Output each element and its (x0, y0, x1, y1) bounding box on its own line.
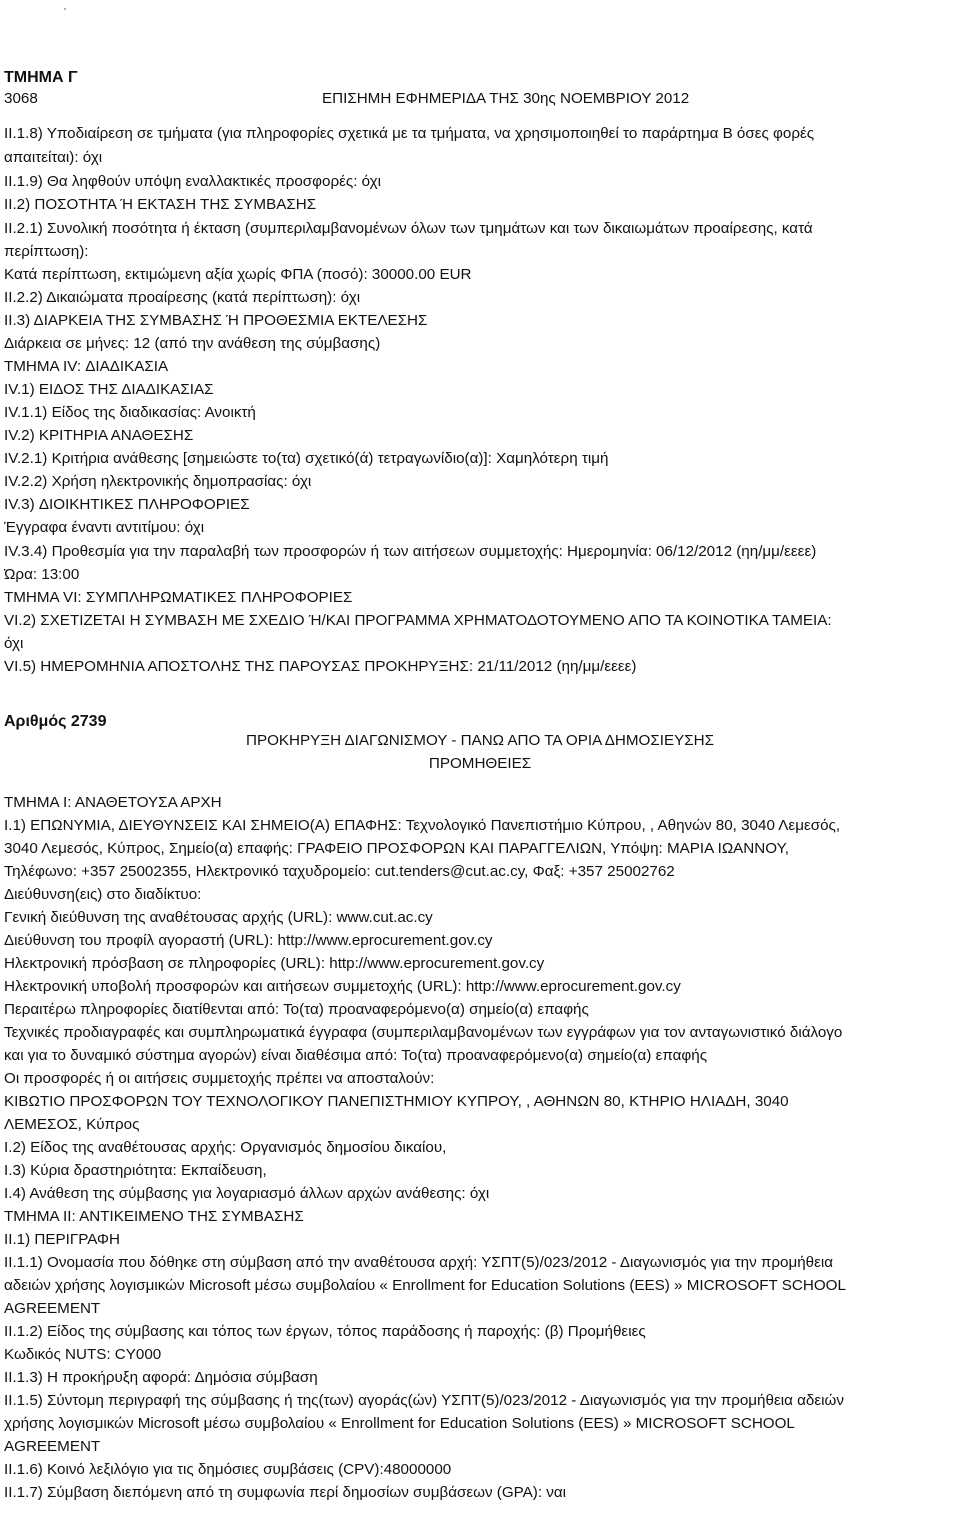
text-line: αδειών χρήσης λογισμικών Microsoft μέσω συμβολαίου « Enrollment for Education Solutions (EES) » MICROSOFT SCHOOL (4, 1277, 846, 1294)
notice-number: Αριθμός 2739 (4, 713, 107, 730)
text-line: IV.2.2) Χρήση ηλεκτρονικής δημοπρασίας: όχι (4, 473, 312, 490)
text-line: ΤΜΗΜΑ IV: ΔΙΑΔΙΚΑΣΙΑ (4, 358, 169, 375)
text-line: Ι.3) Κύρια δραστηριότητα: Εκπαίδευση, (4, 1162, 267, 1179)
text-line: VI.2) ΣΧΕΤΙΖΕΤΑΙ Η ΣΥΜΒΑΣΗ ΜΕ ΣΧΕΔΙΟ Ή/ΚΑΙ ΠΡΟΓΡΑΜΜΑ ΧΡΗΜΑΤΟΔΟΤΟΥΜΕΝΟ ΑΠΟ ΤΑ ΚΟΙΝΟΤΙΚΑ ΤΑΜΕΙΑ: (4, 612, 832, 629)
text-line: ΙΙ.2.1) Συνολική ποσότητα ή έκταση (συμπεριλαμβανομένων όλων των τμημάτων και των δικαιωμάτων προαίρεσης, κατά (4, 220, 813, 237)
text-line: Τηλέφωνο: +357 25002355, Ηλεκτρονικό ταχυδρομείο: cut.tenders@cut.ac.cy, Φαξ: +357 25002762 (4, 863, 675, 880)
text-line: ΛΕΜΕΣΟΣ, Κύπρος (4, 1116, 140, 1133)
text-line: IV.1) ΕΙΔΟΣ ΤΗΣ ΔΙΑΔΙΚΑΣΙΑΣ (4, 381, 214, 398)
text-line: ΙΙ.1.2) Είδος της σύμβασης και τόπος των έργων, τόπος παράδοσης ή παροχής: (β) Προμήθειες (4, 1323, 646, 1340)
text-line: ΙΙ.2) ΠΟΣΟΤΗΤΑ Ή ΕΚΤΑΣΗ ΤΗΣ ΣΥΜΒΑΣΗΣ (4, 196, 317, 213)
text-line: ΙΙ.3) ΔΙΑΡΚΕΙΑ ΤΗΣ ΣΥΜΒΑΣΗΣ Ή ΠΡΟΘΕΣΜΙΑ ΕΚΤΕΛΕΣΗΣ (4, 312, 428, 329)
text-line: Γενική διεύθυνση της αναθέτουσας αρχής (URL): www.cut.ac.cy (4, 909, 433, 926)
text-line: AGREEMENT (4, 1300, 101, 1317)
text-line: Έγγραφα έναντι αντιτίμου: όχι (4, 519, 205, 536)
text-line: ΙΙ.1.1) Ονομασία που δόθηκε στη σύμβαση από την αναθέτουσα αρχή: ΥΣΠΤ(5)/023/2012 - Διαγωνισμός για την προμήθεια (4, 1254, 834, 1271)
text-line: Κατά περίπτωση, εκτιμώμενη αξία χωρίς ΦΠΑ (ποσό): 30000.00 EUR (4, 266, 472, 283)
text-line: ΙΙ.1.9) Θα ληφθούν υπόψη εναλλακτικές προσφορές: όχι (4, 173, 382, 190)
text-line: Περαιτέρω πληροφορίες διατίθενται από: Το(τα) προαναφερόμενο(α) σημείο(α) επαφής (4, 1001, 589, 1018)
text-line: ΙΙ.2.2) Δικαιώματα προαίρεσης (κατά περίπτωση): όχι (4, 289, 361, 306)
text-line: χρήσης λογισμικών Microsoft μέσω συμβολαίου « Enrollment for Education Solutions (EES) » MICROSOFT SCHOOL (4, 1415, 795, 1432)
text-line: Τεχνικές προδιαγραφές και συμπληρωματικά έγγραφα (συμπεριλαμβανομένων των εγγράφων για τον ανταγωνιστικό διάλογο (4, 1024, 843, 1041)
text-line: 3040 Λεμεσός, Κύπρος, Σημείο(α) επαφής: ΓΡΑΦΕΙΟ ΠΡΟΣΦΟΡΩΝ ΚΑΙ ΠΑΡΑΓΓΕΛΙΩΝ, Υπόψη: ΜΑΡΙΑ ΙΩΑΝΝΟΥ, (4, 840, 789, 857)
text-line: Ηλεκτρονική πρόσβαση σε πληροφορίες (URL): http://www.eprocurement.gov.cy (4, 955, 545, 972)
section-heading: ΤΜΗΜΑ Γ (4, 69, 78, 86)
text-line: IV.2) ΚΡΙΤΗΡΙΑ ΑΝΑΘΕΣΗΣ (4, 427, 194, 444)
notice-title: ΠΡΟΚΗΡΥΞΗ ΔΙΑΓΩΝΙΣΜΟΥ - ΠΑΝΩ ΑΠΟ ΤΑ ΟΡΙΑ ΔΗΜΟΣΙΕΥΣΗΣ (246, 732, 714, 749)
text-line: AGREEMENT (4, 1438, 101, 1455)
text-line: Κωδικός NUTS: CY000 (4, 1346, 162, 1363)
text-line: όχι (4, 635, 24, 652)
text-line: Οι προσφορές ή οι αιτήσεις συμμετοχής πρέπει να αποσταλούν: (4, 1070, 435, 1087)
text-line: ΤΜΗΜΑ VI: ΣΥΜΠΛΗΡΩΜΑΤΙΚΕΣ ΠΛΗΡΟΦΟΡΙΕΣ (4, 589, 353, 606)
text-line: ΤΜΗΜΑ ΙΙ: ΑΝΤΙΚΕΙΜΕΝΟ ΤΗΣ ΣΥΜΒΑΣΗΣ (4, 1208, 304, 1225)
page-number: 3068 (4, 90, 38, 107)
text-line: ΤΜΗΜΑ Ι: ΑΝΑΘΕΤΟΥΣΑ ΑΡΧΗ (4, 794, 222, 811)
text-line: IV.2.1) Κριτήρια ανάθεσης [σημειώστε το(τα) σχετικό(ά) τετραγωνίδιο(α)]: Χαμηλότερη τιμή (4, 450, 609, 467)
journal-title: ΕΠΙΣΗΜΗ ΕΦΗΜΕΡΙΔΑ ΤΗΣ 30ης ΝΟΕΜΒΡΙΟΥ 2012 (322, 90, 690, 107)
notice-subtitle: ΠΡΟΜΗΘΕΙΕΣ (428, 755, 532, 772)
text-line: Διεύθυνση(εις) στο διαδίκτυο: (4, 886, 202, 903)
text-line: IV.3.4) Προθεσμία για την παραλαβή των προσφορών ή των αιτήσεων συμμετοχής: Ημερομηνία: 06/12/2012 (ηη/μμ/εεεε) (4, 543, 817, 560)
text-line: VI.5) ΗΜΕΡΟΜΗΝΙΑ ΑΠΟΣΤΟΛΗΣ ΤΗΣ ΠΑΡΟΥΣΑΣ ΠΡΟΚΗΡΥΞΗΣ: 21/11/2012 (ηη/μμ/εεεε) (4, 658, 637, 675)
text-line: ΙΙ.1) ΠΕΡΙΓΡΑΦΗ (4, 1231, 120, 1248)
text-line: περίπτωση): (4, 243, 89, 260)
text-line: ΙΙ.1.6) Κοινό λεξιλόγιο για τις δημόσιες συμβάσεις (CPV):48000000 (4, 1461, 452, 1478)
text-line: Ι.2) Είδος της αναθέτουσας αρχής: Οργανισμός δημοσίου δικαίου, (4, 1139, 447, 1156)
text-line: ΙΙ.1.5) Σύντομη περιγραφή της σύμβασης ή της(των) αγοράς(ών) ΥΣΠΤ(5)/023/2012 - Διαγωνισμός για την προμήθεια αδειών (4, 1392, 844, 1409)
text-line: Ι.1) ΕΠΩΝΥΜΙΑ, ΔΙΕΥΘΥΝΣΕΙΣ ΚΑΙ ΣΗΜΕΙΟ(Α) ΕΠΑΦΗΣ: Τεχνολογικό Πανεπιστήμιο Κύπρου, , Αθηνών 80, 3040 Λεμεσός, (4, 817, 841, 834)
text-line: Ώρα: 13:00 (4, 566, 80, 583)
text-line: IV.1.1) Είδος της διαδικασίας: Ανοικτή (4, 404, 256, 421)
text-line: Διάρκεια σε μήνες: 12 (από την ανάθεση της σύμβασης) (4, 335, 381, 352)
text-line: Ηλεκτρονική υποβολή προσφορών και αιτήσεων συμμετοχής (URL): http://www.eprocurement.gov.cy (4, 978, 681, 995)
scan-speck (64, 8, 66, 10)
text-line: απαιτείται): όχι (4, 149, 103, 166)
text-line: ΚΙΒΩΤΙΟ ΠΡΟΣΦΟΡΩΝ ΤΟΥ ΤΕΧΝΟΛΟΓΙΚΟΥ ΠΑΝΕΠΙΣΤΗΜΙΟΥ ΚΥΠΡΟΥ, , ΑΘΗΝΩΝ 80, ΚΤΗΡΙΟ ΗΛΙΑΔΗ, 3040 (4, 1093, 789, 1110)
text-line: ΙΙ.1.8) Υποδιαίρεση σε τμήματα (για πληροφορίες σχετικά με τα τμήματα, να χρησιμοποιηθεί το παράρτημα Β όσες φορές (4, 125, 815, 142)
text-line: IV.3) ΔΙΟΙΚΗΤΙΚΕΣ ΠΛΗΡΟΦΟΡΙΕΣ (4, 496, 250, 513)
text-line: ΙΙ.1.7) Σύμβαση διεπόμενη από τη συμφωνία περί δημοσίων συμβάσεων (GPA): ναι (4, 1484, 567, 1501)
text-line: και για το δυναμικό σύστημα αγορών) είναι διαθέσιμα από: Το(τα) προαναφερόμενο(α) σημείο(α) επαφής (4, 1047, 708, 1064)
text-line: Διεύθυνση του προφίλ αγοραστή (URL): http://www.eprocurement.gov.cy (4, 932, 493, 949)
text-line: ΙΙ.1.3) Η προκήρυξη αφορά: Δημόσια σύμβαση (4, 1369, 318, 1386)
text-line: Ι.4) Ανάθεση της σύμβασης για λογαριασμό άλλων αρχών ανάθεσης: όχι (4, 1185, 490, 1202)
